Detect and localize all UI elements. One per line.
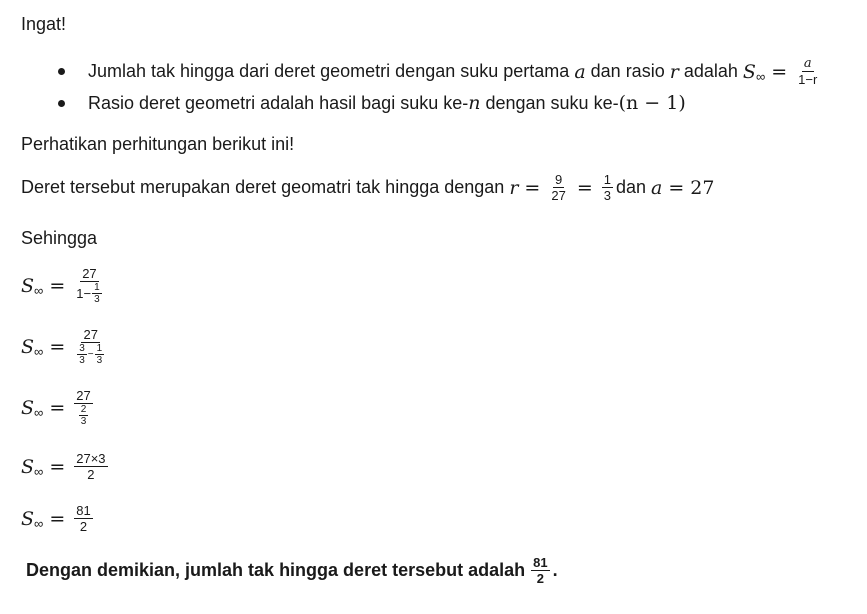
math-equals: = xyxy=(49,335,66,358)
math-S: S xyxy=(21,455,35,478)
fraction-numerator: 1 xyxy=(96,343,103,354)
fraction-numerator: 27 xyxy=(82,266,97,281)
bullet-1-text: Jumlah tak hingga dari deret geometri dengan suku pertama xyxy=(88,61,570,81)
fraction-denominator: 2 xyxy=(536,571,544,586)
math-S: S xyxy=(21,507,35,530)
math-equals: = xyxy=(668,176,685,199)
inner-fraction xyxy=(92,282,102,305)
math-inf: ∞ xyxy=(34,516,44,531)
sehingga-line xyxy=(21,228,97,249)
conclusion-text: Dengan demikian, jumlah tak hingga deret tersebut adalah xyxy=(26,560,526,580)
bullet-item-2 xyxy=(58,92,686,114)
bullet-dot-icon xyxy=(58,68,65,75)
math-inf: ∞ xyxy=(34,283,44,298)
math-n-minus-1: (n − 1) xyxy=(618,92,686,114)
deret-line xyxy=(21,172,714,203)
fraction-numerator: 1 xyxy=(94,282,100,293)
inner-minus: − xyxy=(87,349,94,360)
math-inf: ∞ xyxy=(34,464,44,479)
fraction-denominator: 3 xyxy=(603,188,611,203)
bullet-dot-icon xyxy=(58,100,65,107)
inner-fraction-2 xyxy=(95,343,105,366)
fraction-numerator: 3 xyxy=(79,343,85,354)
fraction-denominator: 27 xyxy=(551,188,566,203)
step-3 xyxy=(21,388,96,427)
math-a-value: 27 xyxy=(690,176,715,199)
intro-text: Perhatikan perhitungan berikut ini! xyxy=(21,134,295,154)
fraction-numerator: 1 xyxy=(603,172,611,187)
step-3-fraction xyxy=(74,388,92,427)
fraction-numerator: 27×3 xyxy=(76,451,106,466)
ratio-fraction-2 xyxy=(602,172,613,203)
bullet-1-mid: dan rasio xyxy=(590,61,665,81)
fraction-denominator: 2 xyxy=(79,519,88,534)
fraction-numerator: a xyxy=(803,56,812,71)
step-5 xyxy=(21,503,96,534)
math-inf: ∞ xyxy=(34,344,44,359)
bullet-2-text: Rasio deret geometri adalah hasil bagi suku ke- xyxy=(88,92,469,113)
math-equals: = xyxy=(771,60,788,83)
math-inf: ∞ xyxy=(755,69,766,84)
math-equals: = xyxy=(49,396,66,419)
fraction-numerator: 81 xyxy=(76,503,91,518)
fraction-denominator: 1−r xyxy=(798,72,818,87)
math-var-r: r xyxy=(509,176,519,199)
denominator-one-minus: 1− xyxy=(76,286,92,301)
math-equals: = xyxy=(49,507,66,530)
intro-line xyxy=(21,134,294,155)
inner-fraction xyxy=(79,404,89,427)
math-S: S xyxy=(21,335,35,358)
conclusion-line xyxy=(26,555,558,586)
bullet-item-1 xyxy=(58,56,822,87)
fraction-numerator: 27 xyxy=(76,388,91,403)
bullet-1-end: adalah xyxy=(683,61,738,81)
fraction-denominator xyxy=(76,404,92,427)
math-equals: = xyxy=(576,176,593,199)
fraction-numerator: 2 xyxy=(80,404,87,415)
step-2 xyxy=(21,327,110,366)
math-var-a: a xyxy=(574,60,586,83)
math-S: S xyxy=(21,274,35,297)
fraction-denominator: 3 xyxy=(94,294,100,305)
fraction-numerator: 9 xyxy=(554,172,563,187)
sehingga-text: Sehingga xyxy=(21,228,98,248)
fraction-denominator: 3 xyxy=(80,416,87,427)
math-S: S xyxy=(742,60,756,83)
deret-dan: dan xyxy=(615,177,647,197)
step-2-fraction xyxy=(74,327,107,366)
fraction-denominator: 2 xyxy=(87,467,95,482)
heading xyxy=(21,14,66,35)
math-inf: ∞ xyxy=(34,405,44,420)
fraction-denominator: 3 xyxy=(96,355,103,366)
conclusion-period: . xyxy=(552,560,558,580)
heading-text: Ingat! xyxy=(21,14,67,34)
fraction-denominator xyxy=(74,282,104,305)
math-equals: = xyxy=(524,176,541,199)
step-4 xyxy=(21,451,111,482)
math-var-n: n xyxy=(468,92,481,114)
math-equals: = xyxy=(49,455,66,478)
inner-fraction-1 xyxy=(77,343,87,366)
fraction-denominator xyxy=(74,343,107,366)
ratio-fraction-1 xyxy=(549,172,567,203)
bullet-2-mid: dengan suku ke- xyxy=(485,92,619,113)
step-1-fraction xyxy=(74,266,104,305)
deret-text: Deret tersebut merupakan deret geomatri tak hingga dengan xyxy=(21,177,505,197)
math-var-r: r xyxy=(669,60,679,83)
step-4-fraction xyxy=(74,451,107,482)
formula-fraction xyxy=(796,56,819,87)
fraction-numerator: 27 xyxy=(83,327,98,342)
fraction-denominator: 3 xyxy=(79,355,85,366)
math-var-a: a xyxy=(651,176,663,199)
step-1 xyxy=(21,266,108,305)
step-5-fraction xyxy=(74,503,92,534)
fraction-numerator: 81 xyxy=(533,555,548,570)
conclusion-fraction xyxy=(531,555,549,586)
math-equals: = xyxy=(49,274,66,297)
math-S: S xyxy=(21,396,35,419)
